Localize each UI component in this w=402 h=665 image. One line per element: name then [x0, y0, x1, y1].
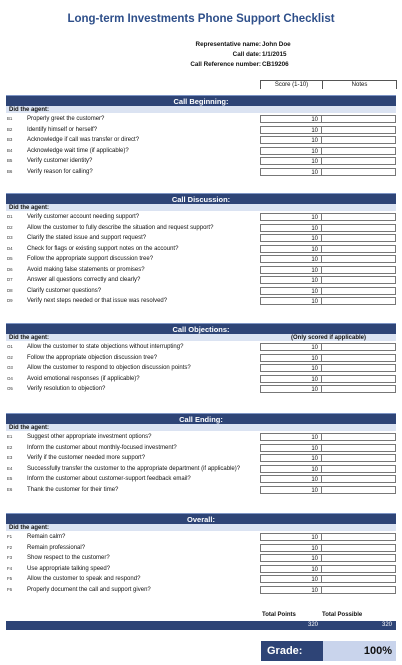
notes-cell[interactable] [322, 136, 396, 144]
score-cell[interactable]: 10 [260, 115, 322, 123]
item-code: B4 [7, 147, 13, 153]
did-the-agent-label: Did the agent: [9, 205, 49, 211]
item-code: B3 [7, 137, 13, 142]
notes-cell[interactable] [322, 533, 396, 541]
notes-column-header: Notes [322, 80, 397, 89]
checklist-row [6, 157, 396, 166]
notes-cell[interactable] [322, 115, 396, 123]
item-question: Check for flags or existing support notes on the account? [27, 245, 179, 252]
section-subheader [6, 106, 396, 113]
score-cell[interactable]: 10 [260, 297, 322, 305]
meta-value: John Doe [262, 41, 291, 48]
item-code: O1 [7, 344, 13, 349]
grade-label: Grade: [261, 641, 323, 661]
item-code: D1 [7, 214, 13, 219]
notes-cell[interactable] [322, 575, 396, 583]
item-code: D7 [7, 277, 13, 282]
total-points-label: Total Points [262, 612, 296, 618]
total-possible-label: Total Possible [322, 612, 363, 618]
item-question: Allow the customer to fully describe the situation and request support? [27, 224, 214, 231]
section-subheader [6, 424, 396, 431]
checklist-row [6, 115, 396, 124]
section-subheader [6, 204, 396, 211]
item-code: B5 [7, 158, 13, 163]
notes-cell[interactable] [322, 364, 396, 372]
notes-cell[interactable] [322, 266, 396, 274]
checklist-row [6, 343, 396, 352]
item-code: E1 [7, 434, 13, 439]
checklist-row [6, 266, 396, 275]
score-cell[interactable]: 10 [260, 375, 322, 383]
notes-cell[interactable] [322, 554, 396, 562]
notes-cell[interactable] [322, 586, 396, 594]
checklist-row [6, 213, 396, 222]
item-question: Verify next steps needed or that issue was resolved? [27, 298, 168, 304]
item-question: Remain calm? [27, 534, 66, 540]
checklist-row [6, 255, 396, 264]
item-question: Verify customer identity? [27, 158, 93, 164]
item-code: D5 [7, 256, 13, 261]
item-code: D8 [7, 287, 13, 293]
notes-cell[interactable] [322, 224, 396, 232]
score-cell[interactable]: 10 [260, 168, 322, 176]
score-cell[interactable]: 10 [260, 234, 322, 242]
item-question: Properly greet the customer? [27, 116, 105, 122]
section-title: Call Discussion: [6, 193, 396, 204]
section-title: Call Ending: [6, 413, 396, 424]
column-header-row [6, 80, 396, 89]
item-question: Suggest other appropriate investment options? [27, 434, 152, 440]
score-cell[interactable]: 10 [260, 354, 322, 362]
score-cell[interactable]: 10 [260, 444, 322, 452]
meta-label: Representative name: [195, 41, 261, 48]
checklist-row [6, 385, 396, 394]
score-cell[interactable]: 10 [260, 385, 322, 393]
section-title: Overall: [6, 513, 396, 524]
checklist-row [6, 433, 396, 442]
checklist-row [6, 475, 396, 484]
item-question: Allow the customer to state objections without interrupting? [27, 344, 184, 350]
score-cell[interactable]: 10 [260, 586, 322, 594]
notes-cell[interactable] [322, 168, 396, 176]
score-cell[interactable]: 10 [260, 475, 322, 483]
score-cell[interactable]: 10 [260, 565, 322, 573]
item-code: D2 [7, 224, 13, 230]
item-code: E2 [7, 444, 13, 450]
score-cell[interactable]: 10 [260, 126, 322, 134]
item-question: Avoid making false statements or promises? [27, 266, 145, 273]
item-code: F6 [7, 586, 13, 592]
item-code: B1 [7, 116, 13, 121]
item-question: Show respect to the customer? [27, 555, 110, 561]
notes-cell[interactable] [322, 385, 396, 393]
did-the-agent-label: Did the agent: [9, 525, 49, 531]
totals-bar [6, 621, 396, 630]
checklist-row [6, 224, 396, 233]
checklist-row [6, 575, 396, 584]
item-question: Identify himself or herself? [27, 126, 98, 133]
item-code: E5 [7, 476, 13, 481]
checklist-row [6, 354, 396, 363]
notes-cell[interactable] [322, 475, 396, 483]
section-note: (Only scored if applicable) [290, 335, 367, 341]
score-cell[interactable]: 10 [260, 454, 322, 462]
score-cell[interactable]: 10 [260, 465, 322, 473]
checklist-row [6, 168, 396, 177]
checklist-row [6, 245, 396, 254]
item-question: Verify customer account needing support? [27, 214, 140, 220]
notes-cell[interactable] [322, 287, 396, 295]
checklist-row [6, 444, 396, 453]
item-question: Acknowledge if call was transfer or direct? [27, 137, 140, 143]
did-the-agent-label: Did the agent: [9, 425, 49, 431]
notes-cell[interactable] [322, 213, 396, 221]
item-question: Clarify customer questions? [27, 287, 102, 294]
item-question: Clarify the stated issue and support request? [27, 235, 147, 241]
item-code: D9 [7, 298, 13, 303]
item-question: Acknowledge wait time (if applicable)? [27, 147, 129, 154]
checklist-row [6, 136, 396, 145]
score-cell[interactable]: 10 [260, 364, 322, 372]
item-question: Follow the appropriate objection discussion tree? [27, 354, 158, 361]
score-cell[interactable]: 10 [260, 554, 322, 562]
item-code: E3 [7, 455, 13, 460]
grade-value: 100% [363, 645, 392, 657]
item-question: Answer all questions correctly and clearly? [27, 277, 141, 283]
checklist-row [6, 554, 396, 563]
score-cell[interactable]: 10 [260, 157, 322, 165]
section-subheader [6, 524, 396, 531]
checklist-row [6, 465, 396, 474]
did-the-agent-label: Did the agent: [9, 335, 49, 341]
meta-label: Call Reference number: [190, 61, 261, 68]
notes-cell[interactable] [322, 255, 396, 263]
score-cell[interactable]: 10 [260, 276, 322, 284]
item-question: Allow the customer to speak and respond? [27, 576, 141, 582]
notes-cell[interactable] [322, 465, 396, 473]
meta-value: 1/1/2015 [262, 51, 287, 58]
item-question: Use appropriate talking speed? [27, 565, 111, 572]
item-code: O2 [7, 354, 13, 360]
checklist-row [6, 287, 396, 296]
checklist-row [6, 297, 396, 306]
checklist-row [6, 565, 396, 574]
item-question: Thank the customer for their time? [27, 486, 119, 493]
checklist-row [6, 454, 396, 463]
score-cell[interactable]: 10 [260, 433, 322, 441]
item-code: F3 [7, 555, 13, 560]
score-cell[interactable]: 10 [260, 147, 322, 155]
notes-cell[interactable] [322, 297, 396, 305]
score-cell[interactable]: 10 [260, 287, 322, 295]
checklist-row [6, 364, 396, 373]
item-code: E6 [7, 486, 13, 492]
notes-cell[interactable] [322, 245, 396, 253]
checklist-row [6, 533, 396, 542]
notes-cell[interactable] [322, 433, 396, 441]
item-code: F5 [7, 576, 13, 581]
item-question: Successfully transfer the customer to the appropriate department (if applicable)? [27, 465, 241, 472]
item-code: O5 [7, 386, 13, 391]
item-question: Inform the customer about monthly-focused investment? [27, 444, 177, 451]
notes-cell[interactable] [322, 276, 396, 284]
notes-cell[interactable] [322, 126, 396, 134]
score-cell[interactable]: 10 [260, 255, 322, 263]
item-code: F4 [7, 565, 13, 571]
item-question: Avoid emotional responses (if applicable)? [27, 375, 140, 382]
notes-cell[interactable] [322, 565, 396, 573]
notes-cell[interactable] [322, 234, 396, 242]
checklist-row [6, 544, 396, 553]
notes-cell[interactable] [322, 375, 396, 383]
notes-cell[interactable] [322, 354, 396, 362]
item-question: Verify reason for calling? [27, 168, 93, 175]
total-possible-value: 320 [382, 622, 393, 628]
section-title: Call Objections: [6, 323, 396, 334]
notes-cell[interactable] [322, 157, 396, 165]
checklist-row [6, 234, 396, 243]
score-cell[interactable]: 10 [260, 213, 322, 221]
score-cell[interactable]: 10 [260, 224, 322, 232]
checklist-row [6, 486, 396, 495]
total-points-value: 320 [308, 622, 319, 628]
item-question: Inform the customer about customer-support feedback email? [27, 476, 191, 482]
notes-cell[interactable] [322, 486, 396, 494]
checklist-row [6, 147, 396, 156]
score-cell[interactable]: 10 [260, 544, 322, 552]
checklist-row [6, 126, 396, 135]
score-cell[interactable]: 10 [260, 136, 322, 144]
item-code: B2 [7, 126, 13, 132]
item-code: F1 [7, 534, 13, 539]
item-code: D4 [7, 245, 13, 251]
item-code: D6 [7, 266, 13, 272]
score-cell[interactable]: 10 [260, 343, 322, 351]
item-question: Remain professional? [27, 544, 86, 551]
notes-cell[interactable] [322, 454, 396, 462]
checklist-row [6, 276, 396, 285]
notes-cell[interactable] [322, 544, 396, 552]
score-cell[interactable]: 10 [260, 266, 322, 274]
meta-label: Call date: [232, 51, 261, 58]
item-code: O4 [7, 375, 13, 381]
notes-cell[interactable] [322, 147, 396, 155]
did-the-agent-label: Did the agent: [9, 107, 49, 113]
notes-cell[interactable] [322, 444, 396, 452]
item-question: Follow the appropriate support discussion tree? [27, 256, 154, 262]
score-cell[interactable]: 10 [260, 245, 322, 253]
checklist-row [6, 375, 396, 384]
item-code: D3 [7, 235, 13, 240]
item-code: F2 [7, 544, 13, 550]
score-cell[interactable]: 10 [260, 533, 322, 541]
item-question: Properly document the call and support given? [27, 586, 151, 593]
grade-box [261, 641, 396, 661]
item-question: Verify if the customer needed more support? [27, 455, 146, 461]
score-column-header: Score (1-10) [260, 80, 323, 89]
score-cell[interactable]: 10 [260, 575, 322, 583]
notes-cell[interactable] [322, 343, 396, 351]
checklist-row [6, 586, 396, 595]
item-question: Verify resolution to objection? [27, 386, 106, 392]
score-cell[interactable]: 10 [260, 486, 322, 494]
item-code: B6 [7, 168, 13, 174]
page-title: Long-term Investments Phone Support Checklist [67, 13, 335, 25]
item-code: O3 [7, 365, 13, 370]
item-question: Allow the customer to respond to objection discussion points? [27, 365, 191, 371]
meta-value: CB19206 [262, 61, 289, 68]
section-title: Call Beginning: [6, 95, 396, 106]
item-code: E4 [7, 465, 13, 471]
